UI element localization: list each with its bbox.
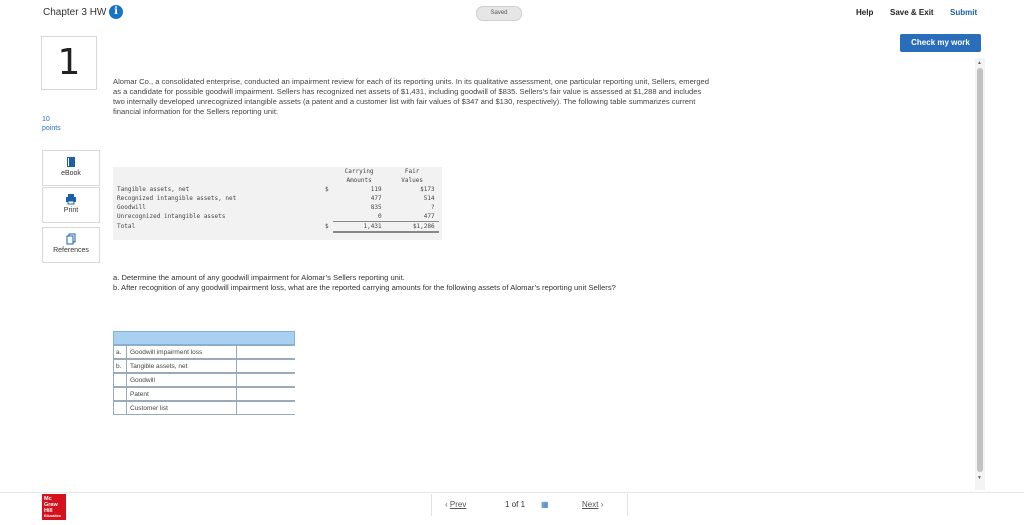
print-button[interactable]: [42, 187, 100, 223]
goodwill-input[interactable]: [236, 374, 295, 386]
row-label: Total: [117, 223, 136, 231]
divider: [126, 402, 127, 414]
points-info: [42, 115, 61, 133]
row-label: Recognized intangible assets, net: [117, 195, 237, 202]
current-page: 1: [505, 500, 510, 509]
points-label: points: [42, 125, 61, 132]
answer-table-header: [113, 331, 295, 345]
part-b-text: b. After recognition of any goodwill impairment loss, what are the reported carrying amounts for the following assets of Alomar’s reporting unit Sellers?: [113, 283, 616, 292]
answer-row: [113, 373, 295, 387]
prev-button[interactable]: [445, 500, 466, 509]
row-label: Tangible assets, net: [130, 363, 188, 370]
row-letter: b.: [116, 363, 122, 370]
row-label: Tangible assets, net: [117, 186, 190, 193]
grid-view-icon[interactable]: ▦: [541, 500, 549, 509]
currency-symbol: [321, 194, 333, 203]
question-parts: [113, 273, 713, 293]
goodwill-impairment-input[interactable]: [236, 346, 295, 358]
question-prompt: Alomar Co., a consolidated enterprise, conducted an impairment review for each of its reporting units. In its qualitative assessment, one particular reporting unit, Sellers, emerged as a candidate for possible goodwill impairment. Sellers has recognized net assets of $1,431, including goodwill of $835. Sellers’s fair value is assessed at $1,288 and includes two internally developed unrecognized intangible assets (a patent and a customer list with fair values of $347 and $130, respectively). The following table summarizes current financial information for the Sellers reporting unit:: [113, 77, 709, 116]
ebook-button[interactable]: [42, 150, 100, 186]
table-row: [113, 212, 439, 222]
question-number: 1: [41, 36, 97, 90]
assignment-title: Chapter 3 HW: [43, 7, 107, 18]
table-row: [113, 222, 439, 233]
print-label: Print: [63, 207, 79, 214]
row-label: Patent: [130, 391, 149, 398]
carrying-header-2: Amounts: [346, 177, 372, 184]
tangible-assets-input[interactable]: [236, 360, 295, 372]
currency-symbol: $: [325, 186, 329, 193]
next-label: Next: [582, 500, 599, 509]
answer-row: [113, 359, 295, 373]
carrying-value: 1,431: [333, 222, 386, 233]
row-label: Goodwill: [130, 377, 155, 384]
references-button[interactable]: [42, 227, 100, 263]
fair-value: 477: [386, 212, 439, 222]
page-indicator[interactable]: [505, 500, 525, 509]
row-letter: a.: [116, 349, 122, 356]
scrollbar-thumb[interactable]: [977, 68, 983, 472]
save-exit-link[interactable]: Save & Exit: [890, 8, 934, 17]
chevron-left-icon: ‹: [445, 500, 450, 509]
top-bar: [0, 0, 1024, 26]
answer-row: [113, 345, 295, 359]
printer-icon: [65, 193, 77, 205]
table-row: [113, 185, 439, 194]
fair-header-2: Values: [401, 177, 423, 184]
row-label: Goodwill impairment loss: [130, 349, 203, 356]
fair-value: 514: [423, 195, 435, 202]
scroll-up-icon[interactable]: ▲: [977, 60, 982, 66]
fair-value: $1,286: [386, 222, 439, 233]
total-pages: 1: [520, 500, 526, 509]
table-header-row: [113, 167, 439, 176]
next-button[interactable]: [582, 500, 603, 509]
prev-label: Prev: [449, 500, 467, 509]
mcgraw-hill-logo: Mc Graw Hill Education: [42, 494, 66, 520]
row-label: Customer list: [130, 405, 168, 412]
fair-value: $173: [420, 186, 435, 193]
divider: [126, 388, 127, 400]
part-a-text: a. Determine the amount of any goodwill impairment for Alomar’s Sellers reporting unit.: [113, 273, 405, 282]
scroll-down-icon[interactable]: ▼: [977, 475, 982, 481]
divider: [126, 360, 127, 372]
currency-symbol: $: [325, 223, 329, 231]
divider: [126, 346, 127, 358]
carrying-value: 477: [370, 195, 382, 202]
answer-row: [113, 387, 295, 401]
patent-input[interactable]: [236, 388, 295, 400]
divider: [126, 374, 127, 386]
info-icon[interactable]: i: [109, 5, 123, 19]
footer-divider: [0, 492, 1024, 493]
chevron-right-icon: ›: [600, 500, 604, 509]
fair-header-1: Fair: [404, 168, 420, 175]
table-row: [113, 194, 439, 203]
row-label: Unrecognized intangible assets: [117, 213, 226, 221]
carrying-value: 835: [370, 204, 382, 211]
fair-value: ?: [431, 204, 435, 211]
page-of-label: of: [511, 500, 519, 509]
table-header-row: [113, 176, 439, 185]
currency-symbol: [321, 212, 333, 222]
check-my-work-button[interactable]: Check my work: [900, 34, 981, 52]
carrying-header-1: Carrying: [344, 168, 374, 175]
references-icon: [66, 233, 76, 245]
carrying-value: 119: [370, 186, 382, 193]
points-value: 10: [42, 116, 50, 123]
submit-link[interactable]: Submit: [950, 8, 978, 17]
help-link[interactable]: Help: [856, 8, 874, 17]
row-label: Goodwill: [117, 204, 146, 211]
ebook-label: eBook: [61, 170, 81, 177]
currency-symbol: [321, 203, 333, 212]
carrying-value: 0: [333, 212, 386, 222]
book-icon: [66, 156, 76, 168]
saved-status-badge: Saved: [476, 6, 522, 21]
table-row: [113, 203, 439, 212]
references-label: References: [53, 247, 89, 254]
customer-list-input[interactable]: [236, 402, 295, 414]
financial-info-table: [113, 167, 439, 233]
answer-row: [113, 401, 295, 415]
